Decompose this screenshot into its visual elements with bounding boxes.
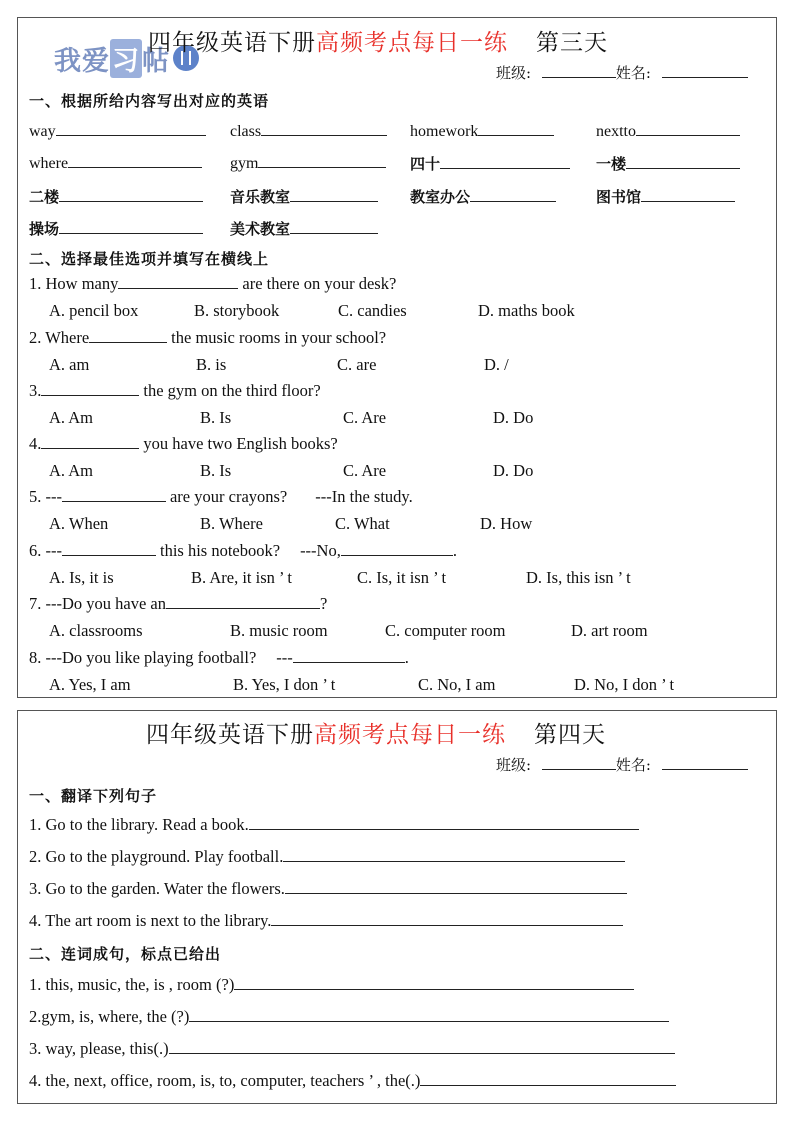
day4-class-name-row bbox=[496, 754, 748, 775]
option[interactable]: B. Yes, I don ’ t bbox=[233, 675, 336, 694]
question-2: 2. Where the music rooms in your school? bbox=[29, 328, 387, 347]
option[interactable]: D. No, I don ’ t bbox=[574, 675, 675, 694]
translate-item-3: 3. Go to the garden. Water the flowers. bbox=[29, 879, 627, 899]
option[interactable]: C. Are bbox=[343, 461, 387, 480]
day3-section2-heading: 二、选择最佳选项并填写在横线上 bbox=[29, 250, 270, 268]
question-4: 4. you have two English books? bbox=[29, 434, 338, 453]
option[interactable]: D. / bbox=[484, 355, 509, 374]
vocab-item: 一楼 bbox=[596, 153, 740, 174]
class-label: 班级: bbox=[496, 756, 532, 774]
option[interactable]: C. Is, it isn ’ t bbox=[357, 568, 447, 587]
name-label: 姓名: bbox=[615, 64, 651, 82]
vocab-item: 美术教室 bbox=[230, 218, 378, 239]
option[interactable]: B. Is bbox=[200, 461, 232, 480]
option[interactable]: C. are bbox=[337, 355, 377, 374]
option[interactable]: B. is bbox=[196, 355, 227, 374]
vocab-item: 操场 bbox=[29, 218, 203, 239]
option[interactable]: B. music room bbox=[230, 621, 328, 640]
option[interactable]: C. What bbox=[335, 514, 390, 533]
option[interactable]: D. Is, this isn ’ t bbox=[526, 568, 631, 587]
reorder-item-3: 3. way, please, this(.) bbox=[29, 1039, 675, 1059]
option[interactable]: A. When bbox=[49, 514, 109, 533]
option[interactable]: A. classrooms bbox=[49, 621, 143, 640]
translate-item-1: 1. Go to the library. Read a book. bbox=[29, 815, 639, 835]
class-field[interactable] bbox=[542, 63, 616, 78]
option[interactable]: D. Do bbox=[493, 461, 534, 480]
day3-title: 四年级英语下册高频考点每日一练 第三天 bbox=[148, 30, 608, 56]
option[interactable]: A. pencil box bbox=[49, 301, 139, 320]
vocab-item: 二楼 bbox=[29, 186, 203, 207]
class-field[interactable] bbox=[542, 755, 616, 770]
option[interactable]: C. Are bbox=[343, 408, 387, 427]
vocab-item: homework bbox=[410, 121, 554, 141]
vocab-item: way bbox=[29, 121, 206, 141]
logo-text: 我爱习帖 bbox=[54, 39, 170, 78]
vocab-item: gym bbox=[230, 153, 386, 173]
translate-item-4: 4. The art room is next to the library. bbox=[29, 911, 623, 931]
day4-section2-heading: 二、连词成句，标点已给出 bbox=[29, 945, 222, 963]
question-8: 8. ---Do you like playing football? --- . bbox=[29, 648, 409, 667]
vocab-item: 教室办公 bbox=[410, 186, 556, 207]
vocab-item: 图书馆 bbox=[596, 186, 735, 207]
question-1: 1. How many are there on your desk? bbox=[29, 274, 397, 293]
name-label: 姓名: bbox=[615, 756, 651, 774]
question-5: 5. --- are your crayons? ---In the study. bbox=[29, 487, 413, 506]
option[interactable]: A. Am bbox=[49, 461, 94, 480]
option[interactable]: B. Where bbox=[200, 514, 263, 533]
option[interactable]: D. maths book bbox=[478, 301, 575, 320]
option[interactable]: B. storybook bbox=[194, 301, 280, 320]
vocab-item: where bbox=[29, 153, 202, 173]
day3-class-name-row bbox=[496, 62, 748, 83]
reorder-item-2: 2.gym, is, where, the (?) bbox=[29, 1007, 669, 1027]
option[interactable]: C. computer room bbox=[385, 621, 506, 640]
day4-title: 四年级英语下册高频考点每日一练 第四天 bbox=[146, 722, 606, 748]
vocab-item: nextto bbox=[596, 121, 740, 141]
day3-section1-heading: 一、根据所给内容写出对应的英语 bbox=[29, 92, 270, 110]
option[interactable]: D. art room bbox=[571, 621, 648, 640]
question-7: 7. ---Do you have an ? bbox=[29, 594, 328, 613]
option[interactable]: D. How bbox=[480, 514, 533, 533]
option[interactable]: B. Are, it isn ’ t bbox=[191, 568, 292, 587]
question-6: 6. --- this his notebook? ---No, . bbox=[29, 541, 457, 560]
option[interactable]: C. No, I am bbox=[418, 675, 496, 694]
option[interactable]: A. Am bbox=[49, 408, 94, 427]
option[interactable]: C. candies bbox=[338, 301, 407, 320]
day4-section1-heading: 一、翻译下列句子 bbox=[29, 787, 158, 805]
vocab-item: 音乐教室 bbox=[230, 186, 378, 207]
option[interactable]: B. Is bbox=[200, 408, 232, 427]
name-field[interactable] bbox=[662, 63, 748, 78]
reorder-item-4: 4. the, next, office, room, is, to, computer, teachers ’ , the(.) bbox=[29, 1071, 676, 1091]
option[interactable]: A. Yes, I am bbox=[49, 675, 131, 694]
vocab-item: class bbox=[230, 121, 387, 141]
name-field[interactable] bbox=[662, 755, 748, 770]
option[interactable]: D. Do bbox=[493, 408, 534, 427]
option[interactable]: A. Is, it is bbox=[49, 568, 114, 587]
class-label: 班级: bbox=[496, 64, 532, 82]
option[interactable]: A. am bbox=[49, 355, 90, 374]
translate-item-2: 2. Go to the playground. Play football. bbox=[29, 847, 625, 867]
vocab-item: 四十 bbox=[410, 153, 570, 174]
reorder-item-1: 1. this, music, the, is , room (?) bbox=[29, 975, 634, 995]
question-3: 3. the gym on the third floor? bbox=[29, 381, 321, 400]
